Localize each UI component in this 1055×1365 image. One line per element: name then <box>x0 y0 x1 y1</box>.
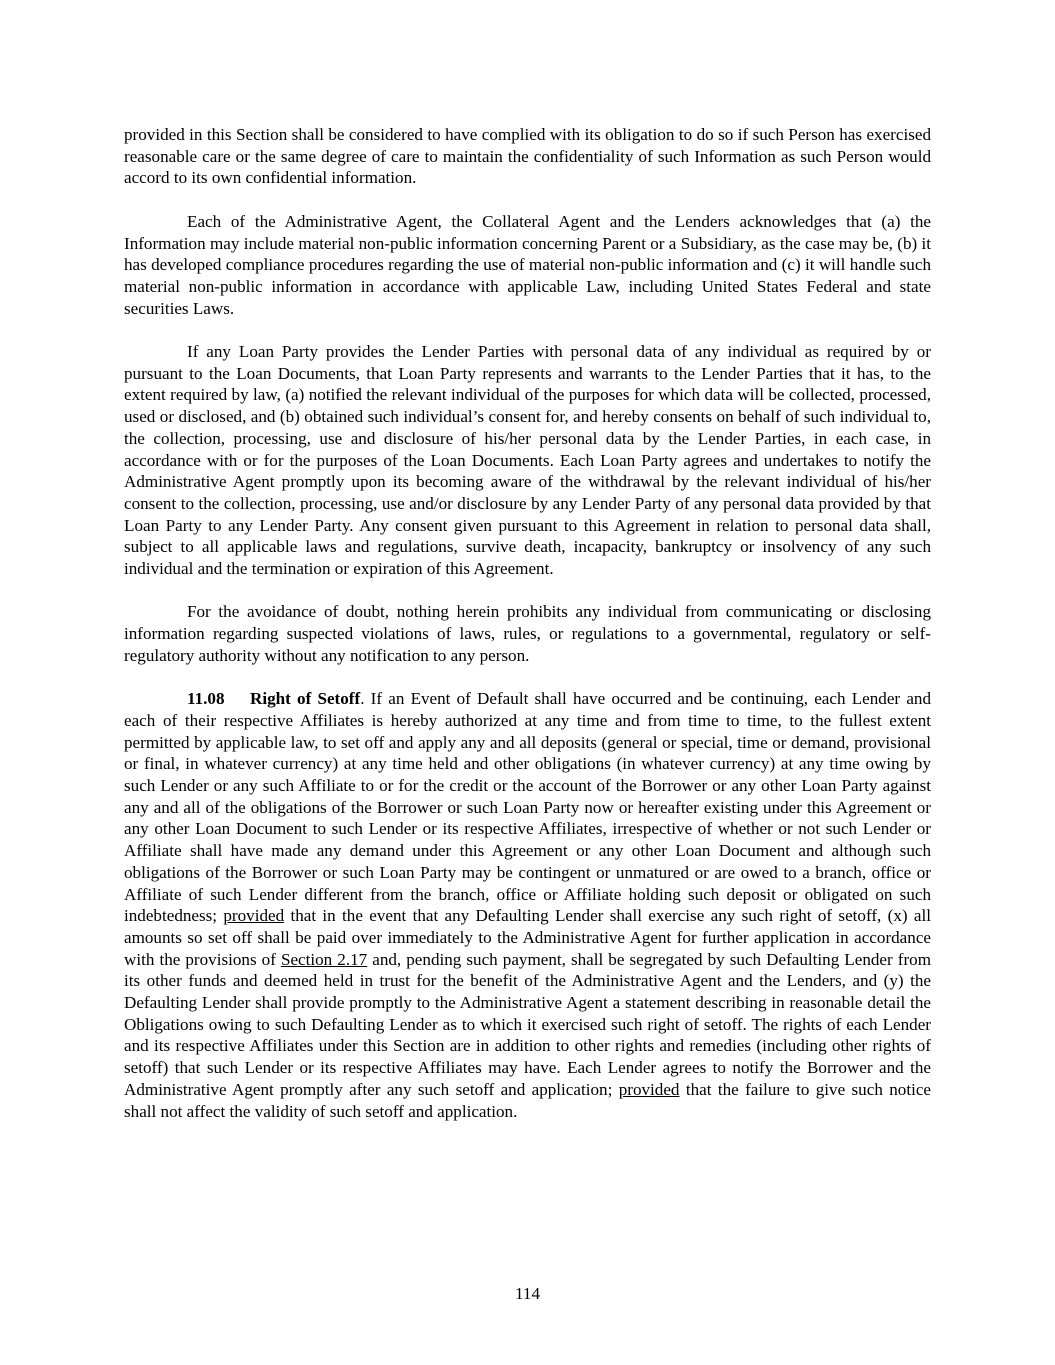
section-text-part-1: . If an Event of Default shall have occurred and be continuing, each Lender and each of their respective Affiliates is hereby authorized at any time and from time to time, to the fullest extent permitted by applicable law, to set off and apply any and all deposits (general or special, time or demand, provisional or final, in whatever currency) at any time held and other obligations (in whatever currency) at any time owing by such Lender or any such Affiliate to or for the credit or the account of the Borrower or any other Loan Party against any and all of the obligations of the Borrower or such Loan Party now or hereafter existing under this Agreement or any other Loan Document to such Lender or its respective Affiliates, irrespective of whether or not such Lender or Affiliate shall have made any demand under this Agreement or any other Loan Document and although such obligations of the Borrower or such Loan Party may be contingent or unmatured or are owed to a branch, office or Affiliate of such Lender different from the branch, office or Affiliate holding such deposit or obligated on such indebtedness; <box>124 689 932 926</box>
document-page <box>124 124 931 1144</box>
section-11-08-right-of-setoff <box>124 688 931 1122</box>
section-text-part-3: and, pending such payment, shall be segregated by such Defaulting Lender from its other funds and deemed held in trust for the benefit of the Administrative Agent and the Lenders, and (y) the Defaulting Lender shall provide promptly to the Administrative Agent a statement describing in reasonable detail the Obligations owing to such Defaulting Lender as to which it exercised such right of setoff. The rights of each Lender and its respective Affiliates under this Section are in addition to other rights and remedies (including other rights of setoff) that such Lender or its respective Affiliates may have. Each Lender agrees to notify the Borrower and the Administrative Agent promptly after any such setoff and application; <box>124 949 931 1099</box>
paragraph-material-non-public-information: Each of the Administrative Agent, the Collateral Agent and the Lenders acknowledges that (a) the Information may include material non-public information concerning Parent or a Subsidiary, as the case may be, (b) it has developed compliance procedures regarding the use of material non-public information and (c) it will handle such material non-public information in accordance with applicable Law, including United States Federal and state securities Laws. <box>124 211 931 318</box>
paragraph-confidentiality-continued: provided in this Section shall be considered to have complied with its obligation to do so if such Person has exercised reasonable care or the same degree of care to maintain the confidentiality of such Information as such Person would accord to its own confidential information. <box>124 125 931 188</box>
page-number: 114 <box>514 1284 540 1303</box>
paragraph-personal-data: If any Loan Party provides the Lender Parties with personal data of any individual as required by or pursuant to the Loan Documents, that Loan Party represents and warrants to the Lender Parties that it has, to the extent required by law, (a) notified the relevant individual of the purposes for which data will be collected, processed, used or disclosed, and (b) obtained such individual’s consent for, and hereby consents on behalf of such individual to, the collection, processing, use and disclosure of his/her personal data by the Lender Parties, in each case, in accordance with or for the purposes of the Loan Documents. Each Loan Party agrees and undertakes to notify the Administrative Agent promptly upon its becoming aware of the withdrawal by the relevant individual of his/her consent to the collection, processing, use and/or disclosure by any Lender Party of any personal data provided by that Loan Party to any Lender Party. Any consent given pursuant to this Agreement in relation to personal data shall, subject to all applicable laws and regulations, survive death, incapacity, bankruptcy or insolvency of any such individual and the termination or expiration of this Agreement. <box>124 342 931 579</box>
section-title: Right of Setoff <box>250 689 361 709</box>
paragraph-avoidance-of-doubt: For the avoidance of doubt, nothing herein prohibits any individual from communicating or disclosing information regarding suspected violations of laws, rules, or regulations to a governmental, regulatory or self-regulatory authority without any notification to any person. <box>124 602 931 665</box>
section-text-part-4: that the failure to give such notice shall not affect the validity of such setoff and application. <box>124 1079 932 1121</box>
section-2-17-reference: Section 2.17 <box>280 949 368 969</box>
provided-term-1: provided <box>223 906 285 926</box>
section-number: 11.08 <box>187 689 225 709</box>
section-text-part-2: that in the event that any Defaulting Lender shall exercise any such right of setoff, (x) all amounts so set off shall be paid over immediately to the Administrative Agent for further application in accordance with the provisions of <box>124 906 931 969</box>
provided-term-2: provided <box>618 1079 680 1099</box>
